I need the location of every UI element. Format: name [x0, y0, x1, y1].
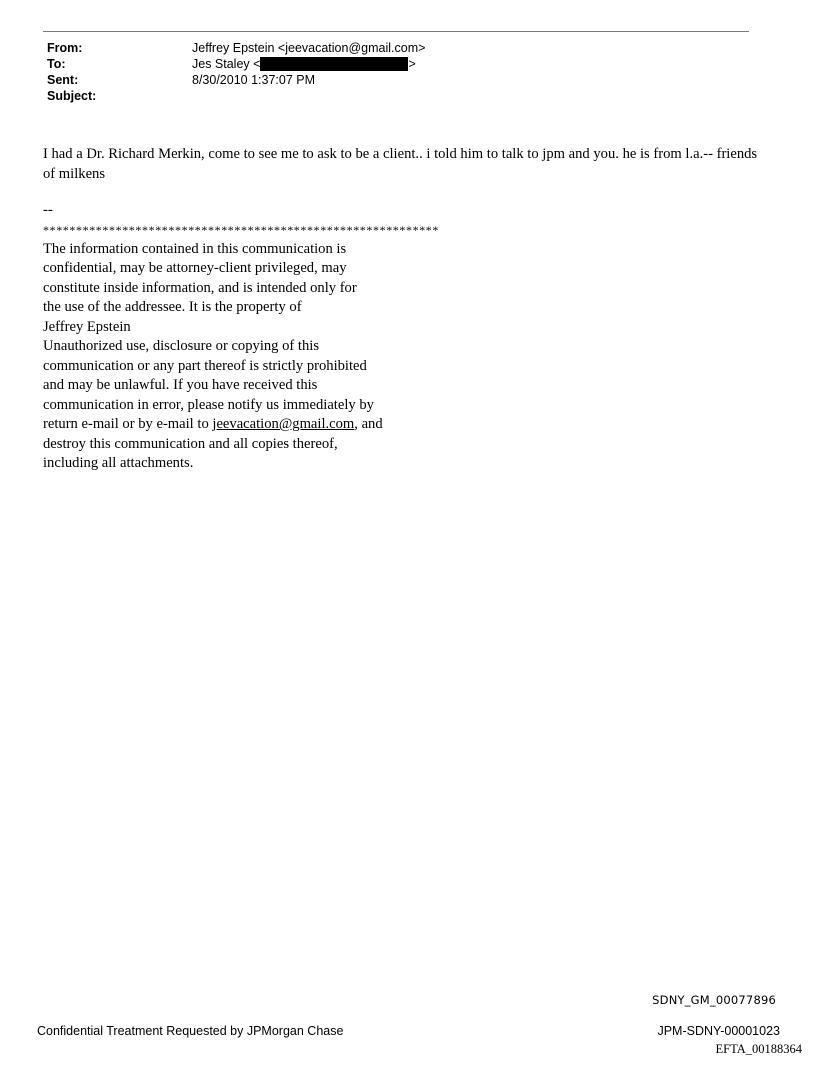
signature-dashes: --	[43, 202, 53, 218]
disclaimer-line: the use of the addressee. It is the property of	[43, 299, 302, 315]
bates-number-jpm: JPM-SDNY-00001023	[657, 1024, 780, 1038]
sent-value: 8/30/2010 1:37:07 PM	[192, 73, 316, 87]
disclaimer-line: destroy this communication and all copies thereof,	[43, 435, 338, 452]
disclaimer-line: constitute inside information, and is intended only for	[43, 279, 357, 296]
from-value: Jeffrey Epstein <jeevacation@gmail.com>	[192, 41, 426, 55]
redaction-box	[260, 57, 408, 71]
return-prefix: return e-mail or by e-mail to	[43, 416, 213, 432]
bates-number-sdny-gm: SDNY_GM_00077896	[652, 993, 776, 1007]
to-label: To:	[47, 57, 66, 71]
disclaimer-line: communication or any part thereof is strictly prohibited	[43, 357, 367, 374]
disclaimer-line: Unauthorized use, disclosure or copying of this	[43, 338, 320, 354]
bates-number-efta: EFTA_00188364	[715, 1042, 802, 1056]
email-header	[47, 40, 425, 104]
disclaimer-line: confidential, may be attorney-client privileged, may	[43, 260, 347, 276]
header-divider	[43, 31, 749, 32]
signature-asterisks: ************************************************************	[43, 222, 439, 237]
subject-label: Subject:	[47, 89, 97, 103]
confidential-footer: Confidential Treatment Requested by JPMorgan Chase	[37, 1024, 344, 1038]
disclaimer-line: The information contained in this communication is	[43, 240, 347, 257]
subject-row	[47, 88, 425, 104]
sent-label: Sent:	[47, 73, 79, 87]
disclaimer-line: communication in error, please notify us immediately by	[43, 396, 374, 413]
return-suffix: , and	[354, 416, 383, 432]
disclaimer-return-line	[43, 415, 439, 435]
to-value-prefix: Jes Staley <	[192, 57, 261, 71]
sent-row	[47, 72, 425, 88]
to-value-suffix: >	[408, 57, 416, 71]
message-body: I had a Dr. Richard Merkin, come to see me to ask to be a client.. i told him to talk to jpm and you. he is from l.a.-- friends of milkens	[43, 146, 758, 182]
disclaimer-line: and may be unlawful. If you have received this	[43, 377, 318, 393]
to-value	[192, 56, 416, 72]
email-link[interactable]: jeevacation@gmail.com	[212, 416, 355, 432]
disclaimer-line: including all attachments.	[43, 455, 194, 471]
to-row	[47, 56, 425, 72]
from-label: From:	[47, 41, 83, 55]
from-row	[47, 40, 425, 56]
disclaimer-line: Jeffrey Epstein	[43, 318, 131, 335]
email-signature	[43, 201, 439, 474]
